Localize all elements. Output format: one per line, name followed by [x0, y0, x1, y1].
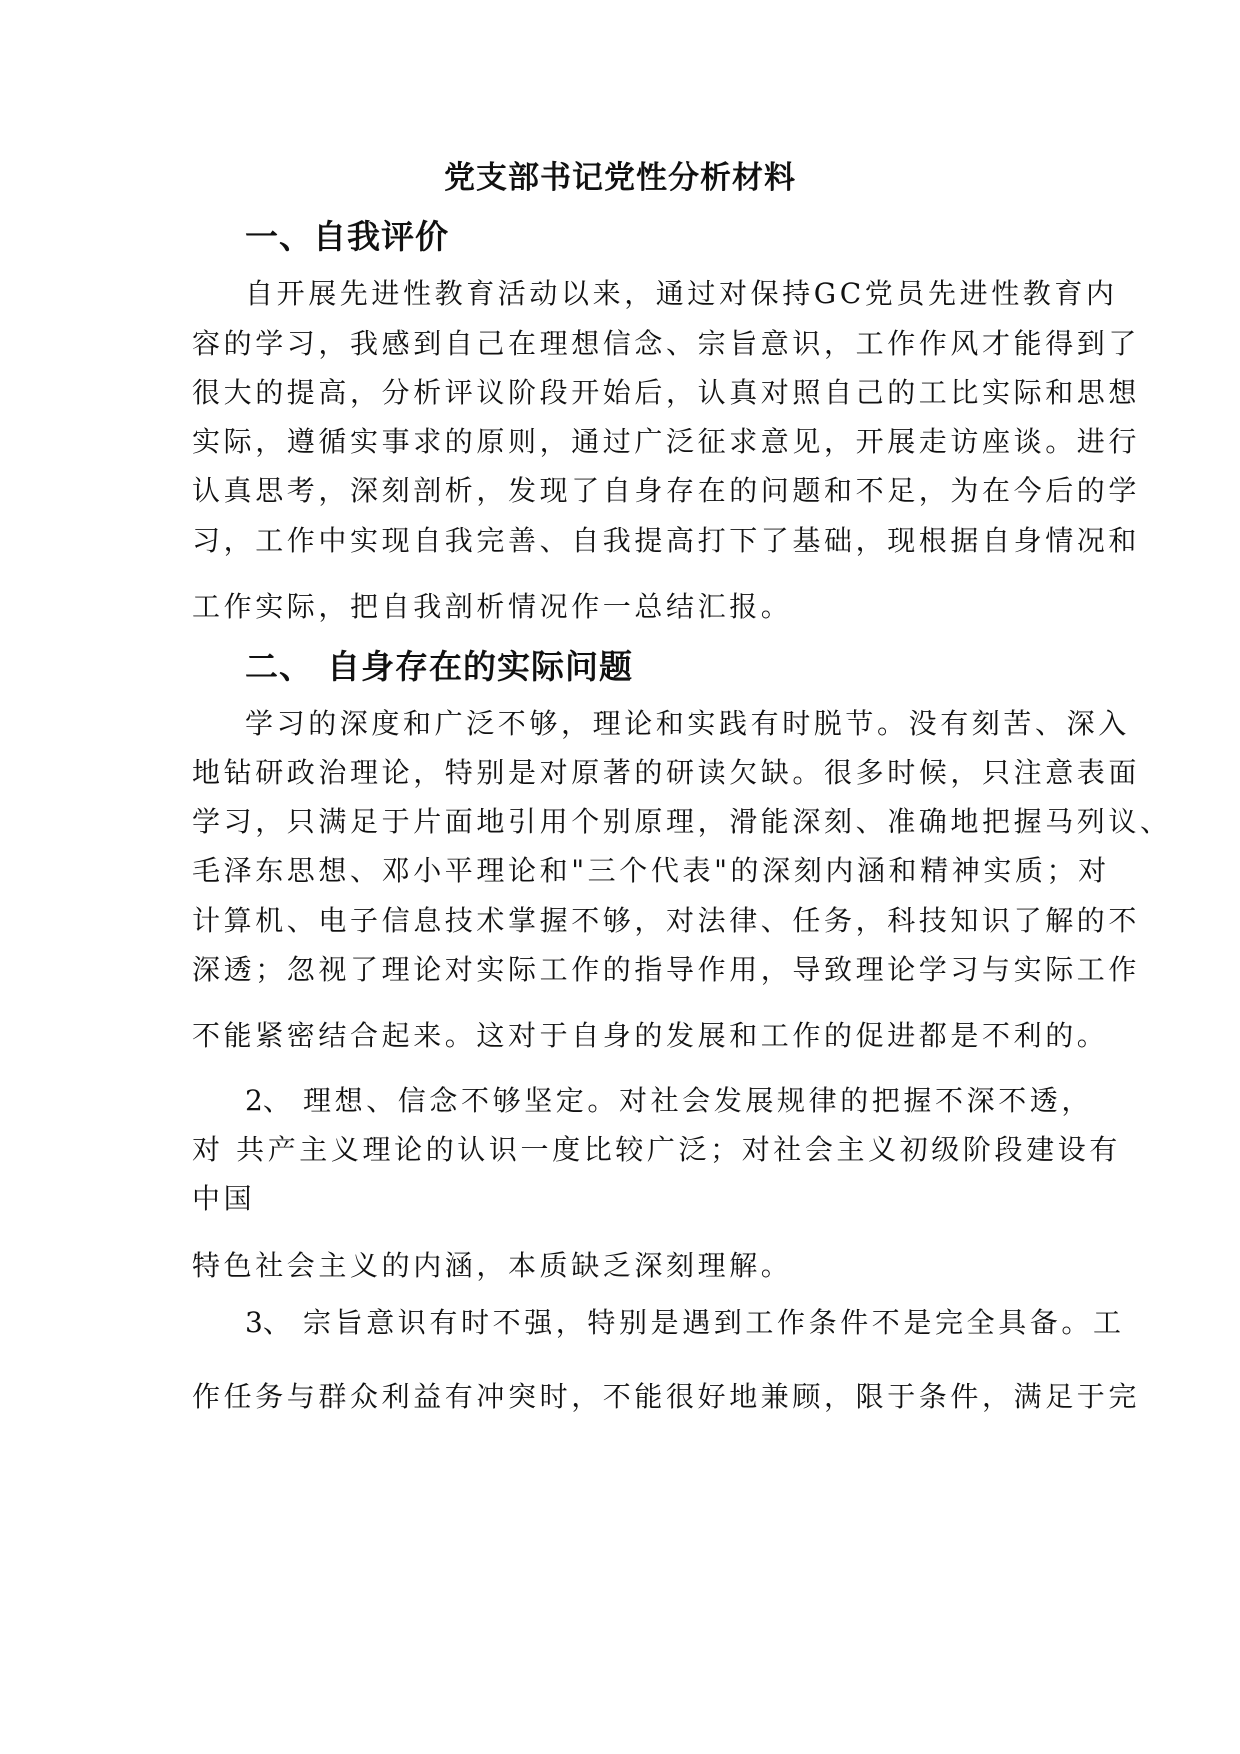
section-heading-self-evaluation: 一、自我评价 — [245, 217, 449, 256]
paragraph-line: 自开展先进性教育活动以来，通过对保持GC党员先进性教育内 — [245, 277, 1118, 310]
paragraph-line: 地钻研政治理论，特别是对原著的研读欠缺。很多时候，只注意表面 — [192, 756, 1141, 789]
list-item-text: 宗旨意识有时不强，特别是遇到工作条件不是完全具备。工 — [303, 1306, 1125, 1339]
section-heading-actual-problems — [245, 646, 633, 688]
paragraph-line: 毛泽东思想、邓小平理论和"三个代表"的深刻内涵和精神实质；对 — [192, 854, 1110, 887]
list-item-3 — [245, 1305, 1125, 1341]
document-title: 党支部书记党性分析材料 — [444, 160, 796, 196]
list-item-text: 理想、信念不够坚定。对社会发展规律的把握不深不透， — [303, 1084, 1094, 1117]
paragraph-line: 学习的深度和广泛不够，理论和实践有时脱节。没有刻苦、深入 — [245, 707, 1130, 740]
paragraph-line: 容的学习，我感到自己在理想信念、宗旨意识，工作作风才能得到了 — [192, 327, 1141, 360]
paragraph-line: 很大的提高，分析评议阶段开始后，认真对照自己的工比实际和思想 — [192, 376, 1141, 409]
section-heading-text: 自身存在的实际问题 — [327, 647, 633, 686]
paragraph-line: 特色社会主义的内涵，本质缺乏深刻理解。 — [192, 1249, 793, 1282]
paragraph-line: 作任务与群众利益有冲突时，不能很好地兼顾，限于条件，满足于完 — [192, 1380, 1141, 1413]
paragraph-line: 认真思考，深刻剖析，发现了自身存在的问题和不足，为在今后的学 — [192, 474, 1141, 507]
list-item-2 — [245, 1083, 1093, 1119]
paragraph-line: 工作实际，把自我剖析情况作一总结汇报。 — [192, 590, 793, 623]
list-item-number: 2、 — [245, 1084, 291, 1117]
section-heading-number: 二、 — [245, 647, 313, 686]
paragraph-line: 计算机、电子信息技术掌握不够，对法律、任务，科技知识了解的不 — [192, 904, 1141, 937]
paragraph-line: 中国 — [192, 1182, 256, 1215]
paragraph-line: 实际，遵循实事求的原则，通过广泛征求意见，开展走访座谈。进行 — [192, 425, 1141, 458]
list-item-number: 3、 — [245, 1306, 291, 1339]
paragraph-line: 学习，只满足于片面地引用个别原理，滑能深刻、准确地把握马列议、 — [192, 805, 1172, 838]
paragraph-line: 对 共产主义理论的认识一度比较广泛；对社会主义初级阶段建设有 — [192, 1133, 1121, 1166]
paragraph-line: 习，工作中实现自我完善、自我提高打下了基础，现根据自身情况和 — [192, 524, 1141, 557]
paragraph-line: 深透；忽视了理论对实际工作的指导作用，导致理论学习与实际工作 — [192, 953, 1141, 986]
paragraph-line: 不能紧密结合起来。这对于自身的发展和工作的促进都是不利的。 — [192, 1019, 1109, 1052]
